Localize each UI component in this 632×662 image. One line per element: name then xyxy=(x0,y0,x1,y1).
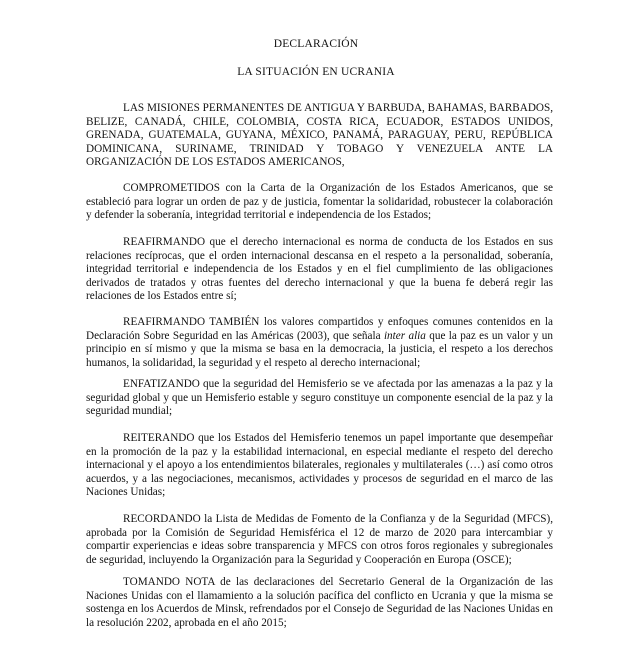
document-title: DECLARACIÓN xyxy=(273,38,359,50)
paragraph-lead: RECORDANDO xyxy=(123,513,201,525)
paragraph-enfatizando xyxy=(86,378,553,419)
paragraph-text: de las declaraciones del Secretario General de la Organización de las Naciones Unidas con el llamamiento a la solución pacífica del conflicto en Ucrania y que la misma se sostenga en los Acuerdos de Minsk, refrendados por el Consejo de Seguridad de las Naciones Unidas en la resolución 2202, aprobada en el año 2015; xyxy=(86,576,553,629)
paragraph-reafirmando xyxy=(86,236,553,304)
paragraph-lead: TOMANDO NOTA xyxy=(123,576,215,588)
paragraph-text: que los Estados del Hemisferio tenemos un papel importante que desempeñar en la promoción de la paz y la estabilidad internacional, en especial mediante el respeto del derecho internacional y el apoyo a los entendimientos bilaterales, regionales y multilaterales (…) así como otros acuerdos, y a las negociaciones, mecanismos, actividades y procesos de seguridad en el marco de las Naciones Unidas; xyxy=(86,432,553,499)
paragraph-recordando xyxy=(86,513,553,567)
paragraph-lead: ENFATIZANDO xyxy=(123,378,200,390)
paragraph-tomando-nota xyxy=(86,576,553,630)
paragraph-text: que el derecho internacional es norma de conducta de los Estados en sus relaciones recíprocas, que el orden internacional descansa en el respeto a la personalidad, soberanía, integridad territorial e independencia de los Estados y en el fiel cumplimiento de las obligaciones derivados de tratados y otras fuentes del derecho internacional y que la buena fe deberá regir las relaciones de los Estados entre sí; xyxy=(86,236,553,303)
paragraph-comprometidos xyxy=(86,182,553,223)
paragraph-lead: REITERANDO xyxy=(123,432,195,444)
paragraph-text: LAS MISIONES PERMANENTES DE ANTIGUA Y BARBUDA, BAHAMAS, BARBADOS, BELIZE, CANADÁ, CHILE, COLOMBIA, COSTA RICA, ECUADOR, ESTADOS UNIDOS, GRENADA, GUATEMALA, GUYANA, MÉXICO, PANAMÁ, PARAGUAY, PERU, REPÚBLICA DOMINICANA, SURINAME, TRINIDAD Y TOBAGO Y VENEZUELA ANTE LA ORGANIZACIÓN DE LOS ESTADOS AMERICANOS, xyxy=(86,102,553,169)
paragraph-italic-text: inter alia xyxy=(383,329,426,342)
paragraph-lead: REAFIRMANDO TAMBIÉN xyxy=(123,316,260,328)
paragraph-reiterando xyxy=(86,432,553,500)
paragraph-lead: REAFIRMANDO xyxy=(123,236,206,248)
paragraph-reafirmando-tambien xyxy=(86,316,553,370)
paragraph-text: los valores compartidos y enfoques comunes contenidos en la Declaración Sobre Seguridad en las Américas (2003), que señala xyxy=(86,316,553,342)
paragraph-text: que la seguridad del Hemisferio se ve afectada por las amenazas a la paz y la seguridad global y que un Hemisferio estable y seguro constituye un componente esencial de la paz y la seguridad mundial; xyxy=(86,378,553,418)
paragraph-text: que la paz es un valor y un principio en sí mismo y que la misma se basa en la democracia, la justicia, el respeto a los derechos humanos, la solidaridad, la seguridad y el respeto al derecho internacional; xyxy=(86,329,553,369)
preamble-paragraph xyxy=(86,102,553,170)
paragraph-text: la Lista de Medidas de Fomento de la Confianza y de la Seguridad (MFCS), aprobada por la Comisión de Seguridad Hemisférica el 12 de marzo de 2020 para intercambiar y compartir experiencias e ideas sobre transparencia y MFCS con otros foros regionales y subregionales de seguridad, incluyendo la Organización para la Seguridad y Cooperación en Europa (OSCE); xyxy=(86,513,553,566)
paragraph-lead: COMPROMETIDOS xyxy=(123,182,220,194)
paragraph-text: con la Carta de la Organización de los Estados Americanos, que se estableció para lograr un orden de paz y de justicia, fomentar la solidaridad, robustecer la colaboración y defender la soberanía, integridad territorial e independencia de los Estados; xyxy=(86,182,553,222)
document-subtitle: LA SITUACIÓN EN UCRANIA xyxy=(237,66,395,78)
